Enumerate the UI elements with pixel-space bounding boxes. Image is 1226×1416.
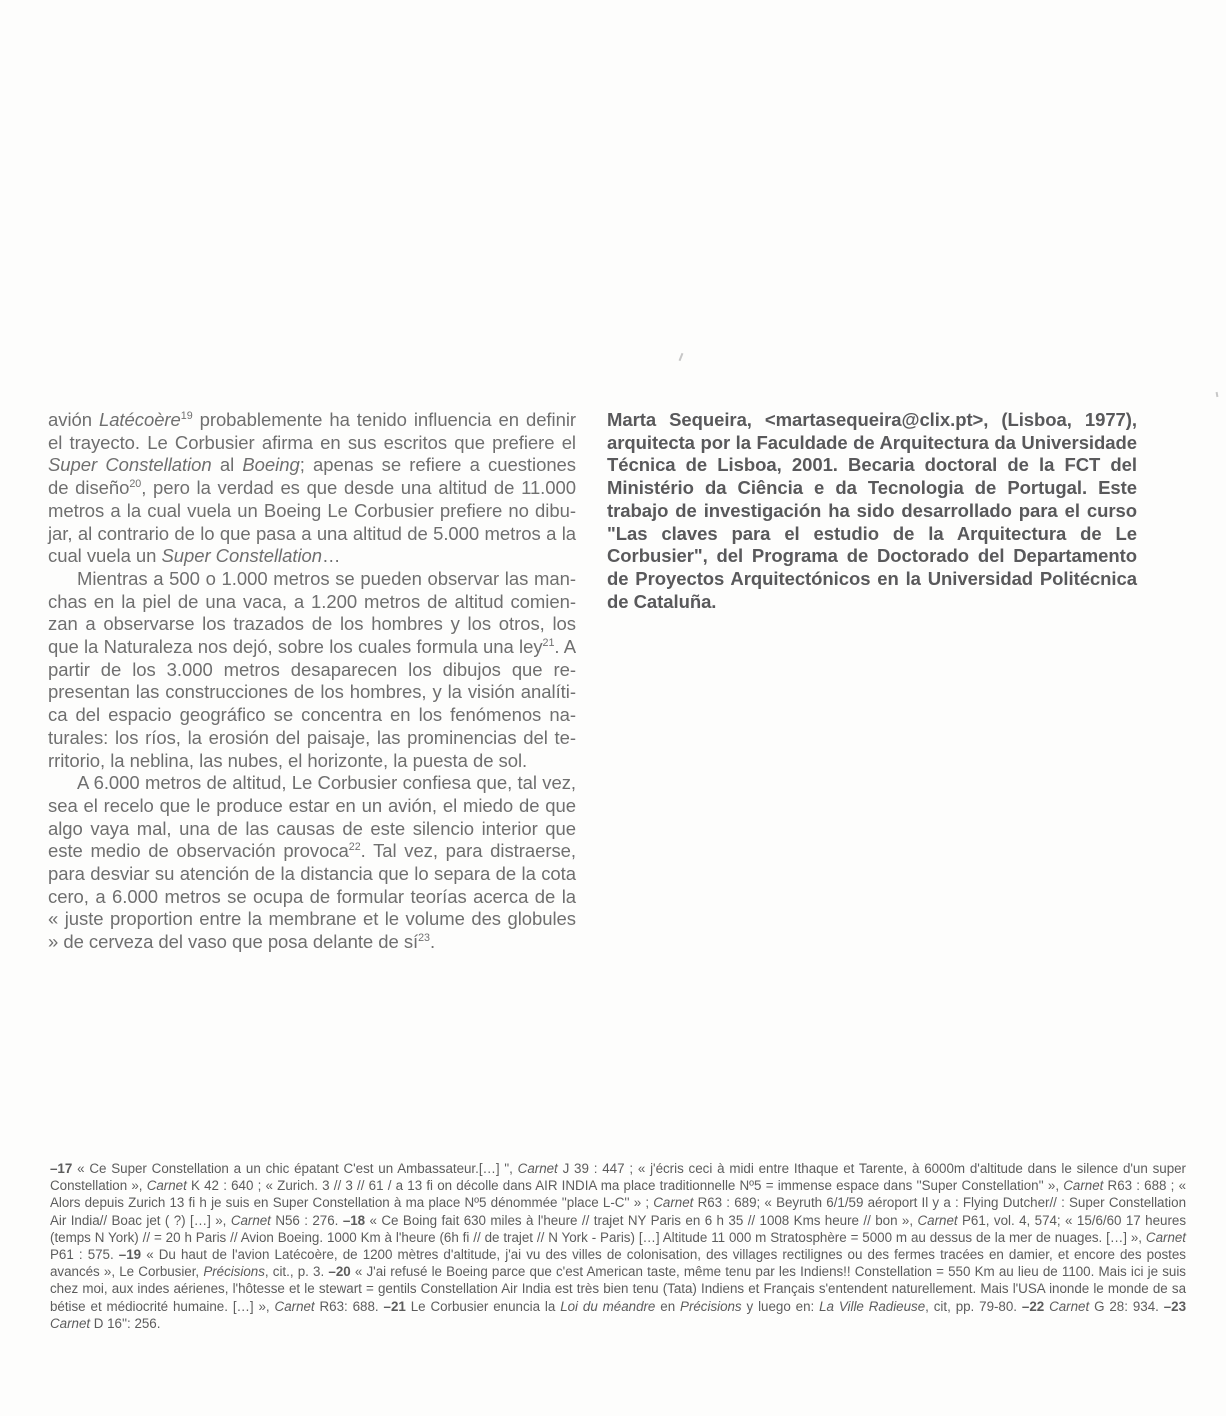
text-segment: « Du haut de l'avion Latécoère, de 1200 mètres d'altitude, j'ai vu des villes de colonisation, des villages rectilignes ou des fermes tracées en damier, et encore des postes avancés », Le Corbusier, [50, 1247, 1186, 1280]
text-segment: avión [48, 409, 99, 430]
text-segment: « J'ai refusé le Boeing parce que c'est American taste, même tenu par les Indiens!! Constellation = 550 Km au lieu de 1100. Mais ici je suis chez moi, aux indes aérienes, l'hôtesse et le stewart = gentils Constellation Air India est très bien tenu (Tata) Indiens et Français s'entendent naturellement. Mais l'USA inonde le monde de sa bétise et médiocrité humaine. […] », [50, 1264, 1186, 1314]
text-segment: Super Constellation [48, 454, 212, 476]
scan-speck [1216, 392, 1219, 397]
text-segment: Précisions [203, 1264, 265, 1280]
author-bio-column [607, 409, 1137, 613]
footnotes-paragraph [50, 1160, 1186, 1332]
text-segment: , pero la verdad es que desde una altitud de 11.000 metros a la cual vuela un Boeing Le Corbusier prefiere no dibujar, al contrario de lo que pasa a una altitud de 5.000 metros a la cual vuela un [48, 477, 576, 567]
text-segment: . Tal vez, para distraerse, para desviar su atención de la distancia que lo separa de la cota cero, a 6.000 metros se ocupa de formular teorías acerca de la « juste proportion entre la membrane et le volume des globules » de cerveza del vaso que posa delante de sí [48, 840, 576, 953]
text-segment: La Ville Radieuse [819, 1298, 926, 1314]
footnotes-block [50, 1160, 1186, 1332]
text-segment: Carnet [517, 1161, 558, 1176]
text-segment: –18 [342, 1212, 366, 1228]
text-segment: Loi du méandre [560, 1298, 656, 1314]
text-segment: P61 : 575. [50, 1247, 119, 1263]
text-segment: –23 [1163, 1298, 1187, 1314]
text-segment: Boeing [242, 454, 300, 476]
text-segment: … [321, 545, 341, 567]
text-segment: G 28: 934. [1089, 1298, 1164, 1314]
text-segment: probablemente ha tenido influencia en definir el trayecto. Le Corbusier afirma en sus escritos que prefiere el [48, 409, 576, 453]
text-segment: P61, vol. 4, 574; « 15/6/60 17 heures (temps N York) // = 20 h Paris // Avion Boeing. 1000 Km à l'heure (6h fi // de trajet // N York - Paris) […] Altitude 11 000 m Stratosphère = 5000 m au dessus de la mer de nuages. […] », [50, 1212, 1186, 1245]
text-segment: R63 : 688 ; « Alors depuis Zurich 13 fi h je suis en Super Constellation à ma place Nº5 dénommée ''place L-C'' » ; [50, 1178, 1187, 1211]
scan-speck [679, 353, 684, 361]
text-segment: al [211, 454, 243, 476]
text-segment: en [655, 1298, 681, 1314]
author-bio-paragraph [607, 409, 1137, 613]
text-segment: Carnet [50, 1315, 91, 1331]
text-segment: . A partir de los 3.000 metros desaparecen los dibujos que representan las construcciones de los hombres, y la visión analítica del espacio geográfico se concentra en los fenómenos naturales: los ríos, la erosión del paisaje, las prominencias del territorio, la neblina, las nubes, el horizonte, la puesta de sol. [48, 636, 576, 771]
body-paragraph-3 [48, 772, 576, 954]
text-segment: ; apenas se refiere a cuestiones de diseño [48, 454, 576, 499]
text-segment: J 39 : 447 ; « j'écris ceci à midi entre Ithaque et Tarente, à 6000m d'altitude dans le silence d'un super Constellation », [50, 1161, 1186, 1194]
text-segment: –21 [383, 1298, 406, 1314]
footnote-reference: 20 [129, 477, 142, 490]
text-segment: Carnet [653, 1195, 694, 1211]
text-segment: R63: 688. [314, 1298, 384, 1314]
text-segment: « Ce Boing fait 630 miles à l'heure // trajet NY Paris en 6 h 35 // 1008 Kms heure // bon », [365, 1212, 918, 1228]
text-segment: –19 [118, 1247, 142, 1263]
text-segment: N56 : 276. [270, 1212, 343, 1228]
text-segment: y luego en: [741, 1298, 820, 1314]
text-segment: K 42 : 640 ; « Zurich. 3 // 3 // 61 / a 13 fi on décolle dans AIR INDIA ma place traditionnelle Nº5 = immense espace dans ''Super Constellation'' », [186, 1178, 1064, 1194]
text-segment: Latécoère [98, 409, 181, 430]
text-segment: –20 [328, 1264, 351, 1280]
text-segment: Carnet [917, 1212, 958, 1228]
text-segment: Le Corbusier enuncia la [405, 1298, 561, 1314]
article-body-column [48, 409, 576, 954]
text-segment: Précisions [680, 1298, 742, 1314]
footnote-reference: 19 [180, 409, 193, 422]
text-segment: R63 : 689; « Beyruth 6/1/59 aéroport Il y a : Flying Dutcher// : Super Constellation Air India// Boac jet ( ?) […] », [50, 1195, 1186, 1228]
text-segment: Carnet [1049, 1298, 1090, 1314]
text-segment: . [429, 931, 436, 953]
text-segment: « Ce Super Constellation a un chic épatant C'est un Ambassateur.[…] ", [72, 1161, 518, 1176]
footnote-reference: 21 [542, 636, 555, 649]
text-segment: Super Constellation [161, 545, 322, 567]
text-segment: Carnet [274, 1298, 315, 1314]
text-segment: Carnet [1145, 1229, 1186, 1245]
footnote-reference: 23 [418, 932, 430, 945]
text-segment: , cit, pp. 79-80. [925, 1298, 1022, 1314]
text-segment: A 6.000 metros de altitud, Le Corbusier confiesa que, tal vez, sea el recelo que le produce estar en un avión, el miedo de que algo vaya mal, una de las causas de este silencio interior que este medio de observación provoca [48, 772, 576, 862]
text-segment: D 16'': 256. [90, 1315, 161, 1331]
body-paragraph-2 [48, 568, 576, 772]
text-segment: Carnet [146, 1178, 187, 1194]
text-segment: –22 [1021, 1298, 1045, 1314]
footnote-reference: 22 [348, 841, 361, 854]
text-segment: –17 [50, 1161, 73, 1176]
text-segment: Carnet [230, 1212, 271, 1228]
text-segment: Carnet [1063, 1178, 1104, 1194]
text-segment: , cit., p. 3. [264, 1264, 329, 1280]
text-segment: Marta Sequeira, <martasequeira@clix.pt>, (Lisboa, 1977), arquitecta por la Faculdade de Arquitectura da Universidade Técnica de Lisboa, 2001. Becaria doctoral de la FCT del Ministério da Ciência e da Tecnologia de Portugal. Este trabajo de investigación ha sido desarrollado para el curso "Las claves para el estudio de la Arquitectura de Le Corbusier", del Programa de Doctorado del Departamento de Proyectos Arquitectónicos en la Universidad Politécnica de Cataluña. [607, 409, 1137, 612]
body-paragraph-1 [48, 409, 576, 568]
text-segment: Mientras a 500 o 1.000 metros se pueden observar las manchas en la piel de una vaca, a 1.200 metros de altitud comienzan a observarse los trazados de los hombres y los otros, los que la Naturaleza nos dejó, sobre los cuales formula una ley [48, 567, 576, 658]
